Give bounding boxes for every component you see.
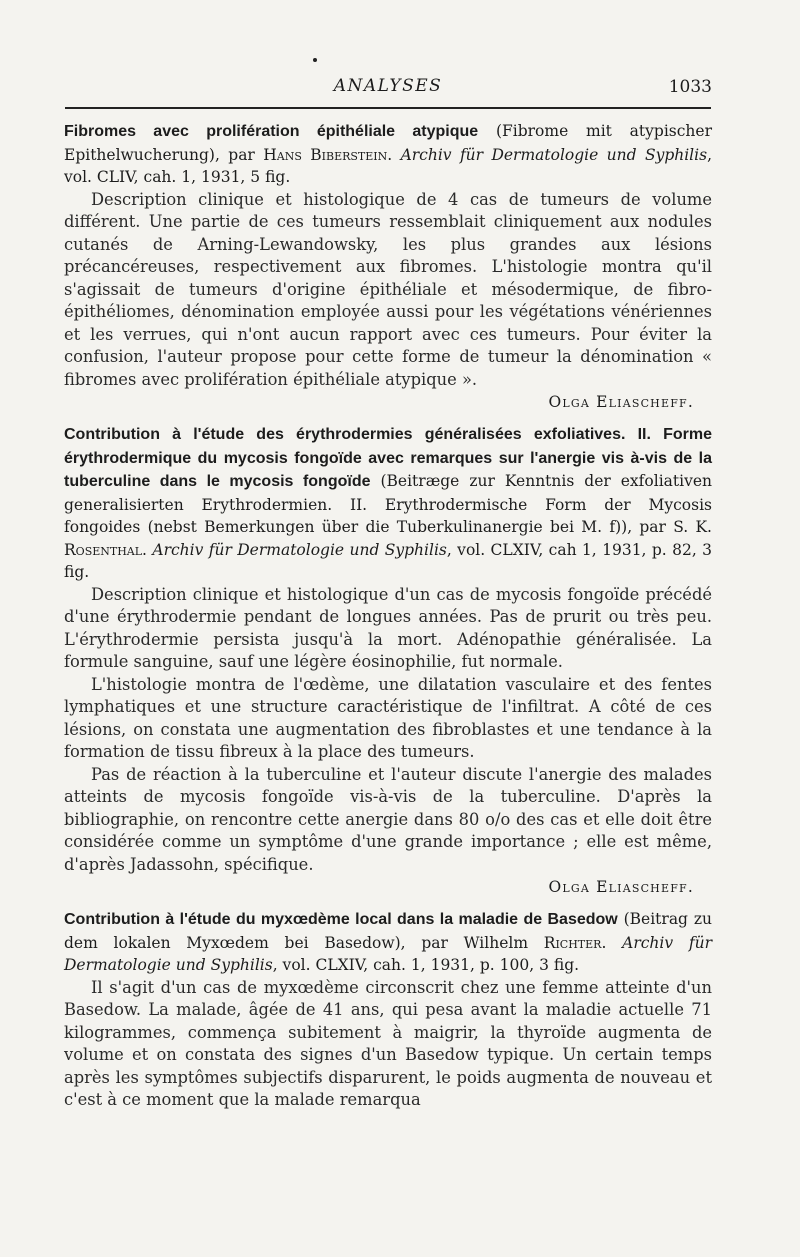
ink-dot <box>313 58 317 62</box>
reviewer-signature: Olga Eliascheff. <box>548 878 694 896</box>
entry-title: Contribution à l'étude du myxœdème local dans la maladie de Basedow <box>64 911 618 928</box>
page-number: 1033 <box>668 77 712 97</box>
abstract-paragraph: Pas de réaction à la tuberculine et l'auteur discute l'anergie des malades atteints de mycosis fongoïde vis-à-vis de la tuberculine. D'après la bibliographie, on rencontre cette anergie dans 80 o/o des cas et elle doit être considérée comme un symptôme d'une grande importance ; elle est même, d'après Jadassohn, spécifique. <box>64 764 712 874</box>
abstract-entry <box>64 423 712 898</box>
journal-name: Archiv für Dermatologie und Syphilis <box>400 145 708 164</box>
abstract-paragraph: Description clinique et histologique d'un cas de mycosis fongoïde précédé d'une érythrodermie pendant de longues années. Pas de prurit ou très peu. L'érythrodermie persista jusqu'à la mort. Adénopathie généralisée. La formule sanguine, sauf une légère éosinophilie, fut normale. <box>64 584 712 671</box>
abstract-paragraph: Il s'agit d'un cas de myxœdème circonscrit chez une femme atteinte d'un Basedow. La malade, âgée de 41 ans, qui pesa avant la maladie actuelle 71 kilogrammes, commença subitement à maigrir, la thyroïde augmenta de volume et on constata des signes d'un Basedow typique. Un certain temps après les symptômes subjectifs disparurent, le poids augmenta de nouveau et c'est à ce moment que la malade remarqua <box>64 977 712 1109</box>
abstract-paragraph: L'histologie montra de l'œdème, une dilatation vasculaire et des fentes lymphatiques et une structure caractéristique de l'infiltrat. A côté de ces lésions, on constata une augmentation des fibroblastes et une tendance à la formation de tissu fibreux à la place des tumeurs. <box>64 674 712 761</box>
running-head-title: ANALYSES <box>333 76 443 96</box>
reference-tail: , vol. CLXIV, cah. 1, 1931, p. 100, 3 fig. <box>272 956 580 974</box>
entry-heading <box>64 908 712 977</box>
entry-heading <box>64 423 712 584</box>
reviewer-signature: Olga Eliascheff. <box>548 393 694 411</box>
running-head <box>64 76 712 100</box>
journal-name: Archiv für Dermatologie und Syphilis <box>152 540 447 559</box>
abstract-entry <box>64 908 712 1112</box>
entry-title: Fibromes avec prolifération épithéliale atypique <box>64 123 479 140</box>
reference-lead: (Fibrome mit atypischer Epithelwucherung), par <box>64 122 712 164</box>
header-rule <box>65 107 711 109</box>
reference-tail: , vol. CLIV, cah. 1, 1931, 5 fig. <box>64 145 712 186</box>
entry-heading <box>64 120 712 189</box>
article-column <box>64 120 712 1118</box>
journal-name: Archiv für Dermatologie und Syphilis <box>64 933 712 974</box>
reference-lead: (Beitrag zu dem lokalen Myxœdem bei Basedow), par Wilhelm <box>64 910 712 952</box>
author-name: Richter. <box>543 933 607 952</box>
author-name: Rosenthal. <box>64 540 147 559</box>
author-name: Hans Biberstein. <box>263 145 393 164</box>
entry-title: Contribution à l'étude des érythrodermies généralisées exfoliatives. II. Forme érythrodermique du mycosis fongoïde avec remarques sur l'anergie vis à-vis de la tuberculine dans le mycosis fongoïde <box>64 426 712 490</box>
abstract-entry <box>64 120 712 413</box>
reference-tail: , vol. CLXIV, cah 1, 1931, p. 82, 3 fig. <box>64 540 712 581</box>
reference-lead: (Beitræge zur Kenntnis der exfoliativen generalisierten Erythrodermien. II. Erythrodermische Form der Mycosis fongoides (nebst Bemerkungen über die Tuberkulinanergie bei M. f)), par S. K. <box>64 472 712 536</box>
abstract-paragraph: Description clinique et histologique de 4 cas de tumeurs de volume différent. Une partie de ces tumeurs ressemblait cliniquement aux nodules cutanés de Arning-Lewandowsky, les plus grandes aux lésions précancéreuses, respectivement aux fibromes. L'histologie montra qu'il s'agissait de tumeurs d'origine épithéliale et mésodermique, de fibro-épithéliomes, dénomination employée aussi pour les végétations vénériennes et les verrues, qui n'ont aucun rapport avec ces tumeurs. Pour éviter la confusion, l'auteur propose pour cette forme de tumeur la dénomination « fibromes avec prolifération épithéliale atypique ». <box>64 189 712 389</box>
